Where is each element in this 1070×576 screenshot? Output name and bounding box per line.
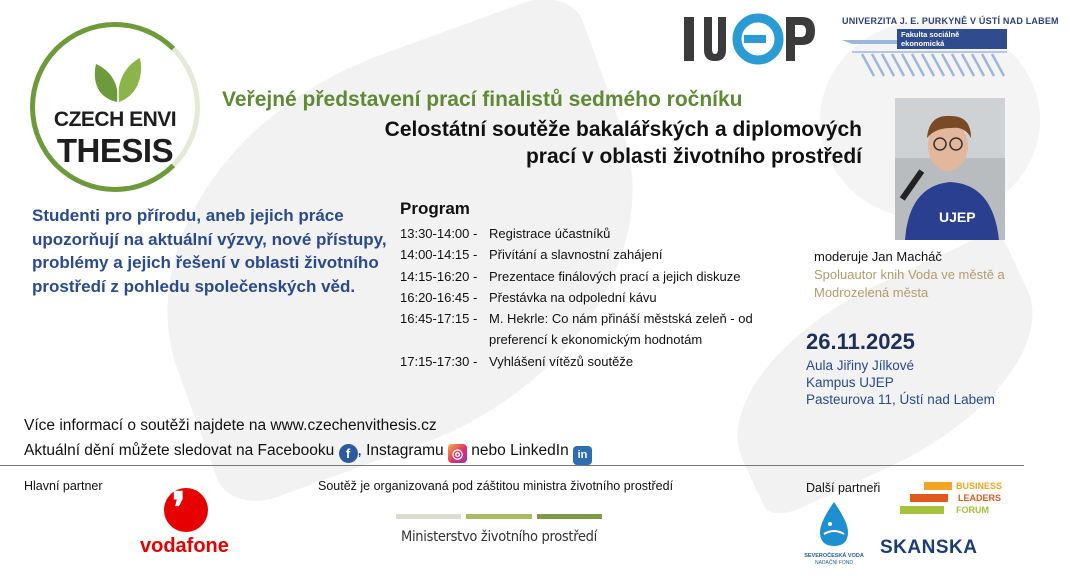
logo-text-line2: THESIS xyxy=(56,132,174,169)
event-date: 26.11.2025 xyxy=(806,329,915,354)
program-item xyxy=(400,223,800,244)
vodafone-text: vodafone xyxy=(140,535,229,557)
program-time: 13:30-14:00 - xyxy=(400,226,478,241)
moderator-name: moderuje Jan Macháč xyxy=(814,249,942,264)
program-item xyxy=(400,244,800,265)
severoceska-voda-logo xyxy=(806,500,862,570)
program-item xyxy=(400,266,800,287)
facebook-icon[interactable]: f xyxy=(339,444,358,463)
program-time: 14:15-16:20 - xyxy=(400,268,478,284)
program-desc: Prezentace finálových prací a jejich diskuze xyxy=(489,268,741,284)
business-leaders-forum-logo xyxy=(900,478,1015,520)
skanska-logo: SKANSKA xyxy=(880,537,978,558)
program-item xyxy=(400,287,800,308)
vodafone-logo xyxy=(140,483,235,560)
info-facebook-text: Aktuální dění můžete sledovat na Facebooku xyxy=(24,442,335,459)
info-block xyxy=(24,413,592,465)
shirt-text: UJEP xyxy=(939,209,976,225)
program-desc: Přestávka na odpolední kávu xyxy=(489,289,657,305)
leaves-icon xyxy=(88,54,148,104)
blf-line3: FORUM xyxy=(956,505,989,515)
sev-voda-name: SEVEROČESKÁ VODA xyxy=(804,553,864,559)
university-name: UNIVERZITA J. E. PURKYNĚ V ÚSTÍ NAD LABEM xyxy=(842,16,1059,26)
blf-line2: LEADERS xyxy=(958,493,1002,503)
linkedin-icon[interactable]: in xyxy=(573,446,592,465)
program-desc: Přivítání a slavnostní zahájení xyxy=(489,247,663,263)
program-item xyxy=(400,308,800,351)
program-title: Program xyxy=(400,199,470,218)
patronage-label: Soutěž je organizovaná pod záštitou ministra životního prostředí xyxy=(318,479,674,493)
vodafone-circle xyxy=(164,483,208,532)
venue-address: Pasteurova 11, Ústí nad Labem xyxy=(806,392,995,407)
program-time: 14:00-14:15 - xyxy=(400,247,478,263)
venue-line: Aula Jiřiny Jílkové xyxy=(806,358,915,373)
program-desc: M. Hekrle: Co nám přináší městská zeleň - od preferencí k ekonomickým hodnotám xyxy=(489,311,753,348)
university-logo xyxy=(842,16,1059,68)
blf-line1: BUSINESS xyxy=(956,481,1003,491)
instagram-icon[interactable]: ◎ xyxy=(448,444,467,463)
ministry-name: Ministerstvo životního prostředí xyxy=(401,529,597,545)
info-website-line[interactable]: Více informací o soutěži najdete na www.czechenvithesis.cz xyxy=(24,417,437,434)
program-list xyxy=(400,223,800,372)
ministry-bars xyxy=(396,514,602,519)
program-desc: Vyhlášení vítězů soutěže xyxy=(489,353,634,369)
program-time: 17:15-17:30 - xyxy=(400,353,478,369)
headline-subtitle: Veřejné představení prací finalistů sedmého ročníku xyxy=(222,88,743,111)
headline-title xyxy=(262,116,862,170)
ministry-logo xyxy=(396,514,602,545)
logo-text-line1: CZECH ENVI xyxy=(53,108,177,131)
info-social-line xyxy=(24,438,592,465)
headline-title-line1: Celostátní soutěže bakalářských a diplomových xyxy=(384,118,862,141)
czech-envi-thesis-logo xyxy=(30,22,200,192)
ujep-logo xyxy=(682,14,817,66)
other-partners-label: Další partneři xyxy=(806,481,881,495)
venue-line: Kampus UJEP xyxy=(806,375,894,390)
moderator-role: Spoluautor knih Voda ve městě a Modrozelená města xyxy=(814,267,1005,300)
program-item xyxy=(400,351,800,372)
program-desc: Registrace účastníků xyxy=(489,226,611,241)
program-time: 16:45-17:15 - xyxy=(400,311,478,327)
vodafone-quote-icon: ❜ xyxy=(172,483,186,532)
event-venue xyxy=(806,357,995,408)
info-linkedin-text: nebo LinkedIn xyxy=(471,442,569,459)
moderator-photo xyxy=(895,98,1005,240)
tagline: Studenti pro přírodu, aneb jejich práce upozorňují na aktuální výzvy, nové přístupy, problémy a jejich řešení v oblasti životního prostředí z pohledu společenských věd. xyxy=(32,206,387,296)
footer-divider xyxy=(0,465,1024,466)
main-partner-label: Hlavní partner xyxy=(24,479,103,493)
info-instagram-text: , Instagramu xyxy=(357,442,444,459)
headline-title-line2: prací v oblasti životního prostředí xyxy=(525,145,862,168)
faculty-name: Fakulta sociálně ekonomická xyxy=(897,29,1007,49)
program-time: 16:20-16:45 - xyxy=(400,289,478,305)
sev-voda-sub: NADAČNÍ FOND xyxy=(814,560,854,566)
